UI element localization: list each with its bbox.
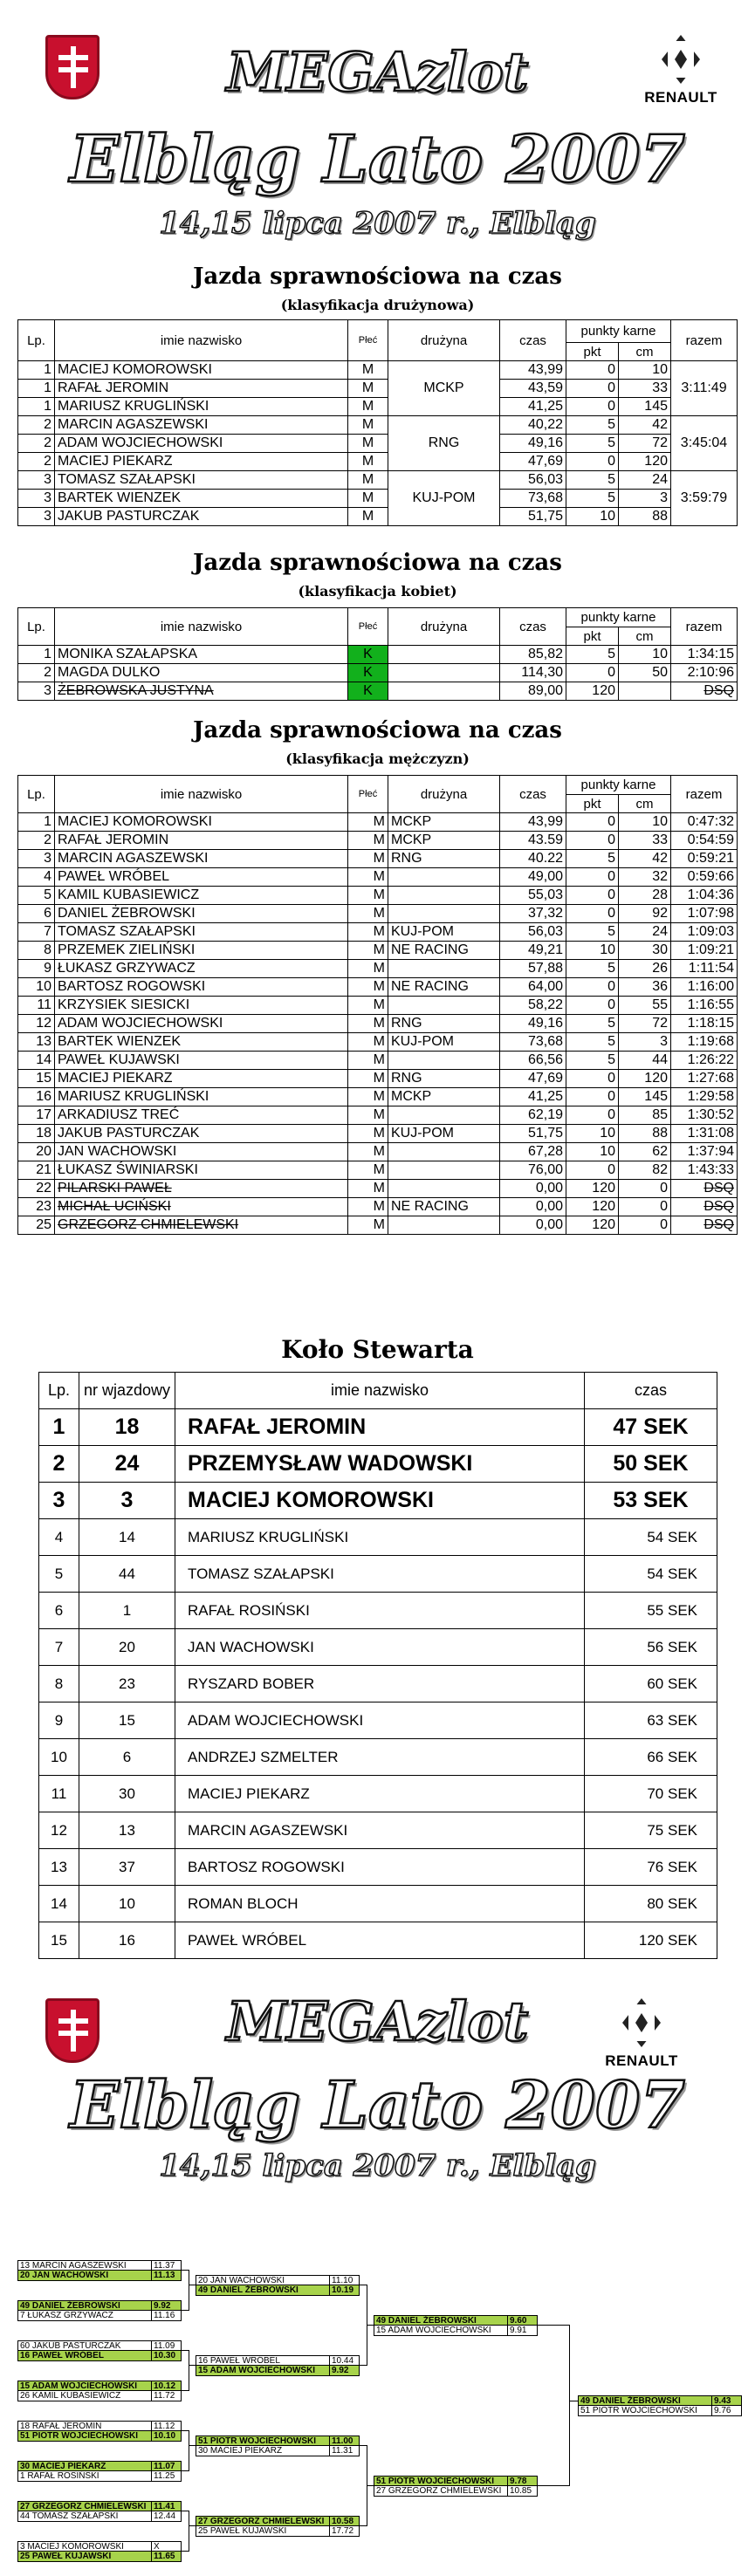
table-row: 9 ŁUKASZ GRZYWACZ M 57,88 5 26 1:11:54 <box>18 960 738 978</box>
men-title: Jazda sprawnościowa na czas <box>193 717 562 743</box>
bracket-line <box>189 2365 196 2366</box>
bracket-line <box>538 2485 569 2486</box>
bracket-entry: 26 KAMIL KUBASIEWICZ 11.72 <box>18 2391 181 2401</box>
bracket-entry: 3 MACIEJ KOMOROWSKI X <box>18 2542 181 2552</box>
bracket-entry: 20 JAN WACHOWSKI 11.13 <box>18 2271 181 2280</box>
table-row: 2 MARCIN AGASZEWSKI M RNG 40,22 5 42 3:45:04 <box>18 416 738 435</box>
bracket-entry: 27 GRZEGORZ CHMIELEWSKI 10.85 <box>374 2486 537 2496</box>
table-row: 9 15 ADAM WOJCIECHOWSKI 63 SEK <box>39 1702 717 1739</box>
table-row: 14 10 ROMAN BLOCH 80 SEK <box>39 1886 717 1922</box>
bracket-match <box>17 2461 182 2482</box>
women-table: Lp. imie nazwisko Płeć drużyna czas punkty karne razem pkt cm 1 MONIKA SZAŁAPSKA K 85,82 5 10 1:34:15 2 MAGDA DULKO K 114,30 0 50 2:10:96 3 ŻEBROWSKA JUSTYNA K 89,00 120 DSQ <box>17 607 738 701</box>
table-row: 10 BARTOSZ ROGOWSKI M NE RACING 64,00 0 36 1:16:00 <box>18 978 738 997</box>
table-row: 15 16 PAWEŁ WRÓBEL 120 SEK <box>39 1922 717 1959</box>
bracket-match <box>17 2421 182 2442</box>
bracket-entry: 49 DANIEL ŻEBROWSKI 10.19 <box>196 2285 359 2295</box>
bracket-match <box>17 2260 182 2281</box>
bracket-line <box>182 2310 189 2311</box>
stewart-table: Lp. nr wjazdowy imie nazwisko czas 1 18 RAFAŁ JEROMIN 47 SEK 2 24 PRZEMYSŁAW WADOWSKI 50 SEK 3 3 MACIEJ KOMOROWSKI 53 SEK 4 14 MARIUSZ KRUGLIŃSKI 54 SEK 5 44 TOMASZ SZAŁAPSKI 54 SEK 6 1 RAFAŁ ROSIŃSKI 55 SEK 7 20 JAN WACHOWSKI 56 SEK 8 23 RYSZARD BOBER 60 SEK 9 15 ADAM WOJCIECHOWSKI 63 SEK 10 6 ANDRZEJ SZMELTER 66 SEK 11 30 MACIEJ PIEKARZ 70 SEK 12 13 MARCIN AGASZEWSKI 75 SEK 13 37 BARTOSZ ROGOWSKI 76 SEK 14 10 ROMAN BLOCH 80 SEK 15 16 PAWEŁ WRÓBEL 120 SEK <box>38 1372 717 1959</box>
table-row: 13 37 BARTOSZ ROGOWSKI 76 SEK <box>39 1849 717 1886</box>
header-bottom <box>0 1955 755 2182</box>
table-row: 8 PRZEMEK ZIELIŃSKI M NE RACING 49,21 10 30 1:09:21 <box>18 942 738 960</box>
table-row: 11 KRZYSIEK SIESICKI M 58,22 0 55 1:16:55 <box>18 997 738 1015</box>
table-row: 3 JAKUB PASTURCZAK M 51,75 10 88 <box>18 508 738 526</box>
table-row: 10 6 ANDRZEJ SZMELTER 66 SEK <box>39 1739 717 1776</box>
renault-diamond-icon <box>622 1998 661 2047</box>
men-table: Lp. imie nazwisko Płeć drużyna czas punkty karne razem pkt cm 1 MACIEJ KOMOROWSKI M MCKP 43,99 0 10 0:47:32 2 RAFAŁ JEROMIN M MCKP 43.59 0 33 0:54:59 3 MARCIN AGASZEWSKI M RNG 40.22 5 42 0:59:21 4 PAWEŁ WRÓBEL M 49,00 0 32 0:59:66 5 KAMIL KUBASIEWICZ M 55,03 0 28 1:04:36 6 DANIEL ŻEBROWSKI M 37,32 0 92 1:07:98 7 TOMASZ SZAŁAPSKI M KUJ-POM 56,03 5 24 1:09:03 8 PRZEMEK ZIELIŃSKI M NE RACING 49,21 10 30 1:09:21 9 ŁUKASZ GRZYWACZ M 57,88 5 26 1:11:54 10 BARTOSZ ROGOWSKI M NE RACING 64,00 0 36 1:16:00 11 KRZYSIEK SIESICKI M 58,22 0 55 1:16:55 12 ADAM WOJCIECHOWSKI M RNG 49,16 5 72 1:18:15 13 BARTEK WIENZEK M KUJ-POM 73,68 5 3 1:19:68 14 PAWEŁ KUJAWSKI M 66,56 5 44 1:26:22 15 MACIEJ PIEKARZ M RNG 47,69 0 120 1:27:68 16 MARIUSZ KRUGLIŃSKI M MCKP 41,25 0 145 1:29:58 17 ARKADIUSZ TREĆ M 62,19 0 85 1:30:52 18 JAKUB PASTURCZAK M KUJ-POM 51,75 10 88 1:31:08 20 JAN WACHOWSKI M 67,28 10 62 1:37:94 21 ŁUKASZ ŚWINIARSKI M 76,00 0 82 1:43:33 22 PILARSKI PAWEŁ M 0,00 120 0 DSQ 23 MICHAŁ UCIŃSKI M NE RACING 0,00 120 0 DSQ 25 GRZEGORZ CHMIELEWSKI M 0,00 120 0 DSQ <box>17 775 738 1235</box>
table-row: 12 13 MARCIN AGASZEWSKI 75 SEK <box>39 1812 717 1849</box>
table-row: 17 ARKADIUSZ TREĆ M 62,19 0 85 1:30:52 <box>18 1106 738 1125</box>
bracket-match <box>17 2340 182 2361</box>
table-row: 11 30 MACIEJ PIEKARZ 70 SEK <box>39 1776 717 1812</box>
bracket-entry: 30 MACIEJ PIEKARZ 11.07 <box>18 2462 181 2471</box>
event-title: MEGAzlot <box>226 1990 529 2053</box>
bracket-line <box>360 2525 367 2526</box>
table-row: 4 PAWEŁ WRÓBEL M 49,00 0 32 0:59:66 <box>18 868 738 887</box>
table-row: 21 ŁUKASZ ŚWINIARSKI M 76,00 0 82 1:43:33 <box>18 1161 738 1180</box>
bracket-entry: 15 ADAM WOJCIECHOWSKI 10.12 <box>18 2381 181 2391</box>
bracket-line <box>360 2365 367 2366</box>
team-subtitle: (klasyfikacja drużynowa) <box>280 297 475 313</box>
bracket-entry: 49 DANIEL ŻEBROWSKI 9.92 <box>18 2301 181 2311</box>
table-row: 6 DANIEL ŻEBROWSKI M 37,32 0 92 1:07:98 <box>18 905 738 923</box>
bracket-entry: 44 TOMASZ SZAŁAPSKI 12.44 <box>18 2511 181 2521</box>
table-row: 16 MARIUSZ KRUGLIŃSKI M MCKP 41,25 0 145 1:29:58 <box>18 1088 738 1106</box>
bracket-entry: 60 JAKUB PASTURCZAK 11.09 <box>18 2341 181 2351</box>
event-title: MEGAzlot <box>226 40 529 104</box>
bracket-entry: 27 GRZEGORZ CHMIELEWSKI 10.58 <box>196 2517 359 2526</box>
bracket-match <box>17 2381 182 2401</box>
bracket-match <box>196 2355 360 2376</box>
stewart-title: Koło Stewarta <box>281 1335 474 1364</box>
table-row: 5 KAMIL KUBASIEWICZ M 55,03 0 28 1:04:36 <box>18 887 738 905</box>
table-row: 1 MARIUSZ KRUGLIŃSKI M 41,25 0 145 <box>18 398 738 416</box>
team-total: 3:59:79 <box>671 471 738 526</box>
table-row: 3 BARTEK WIENZEK M 73,68 5 3 <box>18 490 738 508</box>
bracket-match <box>17 2300 182 2321</box>
bracket-match <box>374 2476 538 2497</box>
bracket-line <box>367 2325 374 2326</box>
bracket-line <box>569 2325 570 2486</box>
event-date: 14,15 lipca 2007 r., Elbląg <box>159 2148 596 2183</box>
bracket-line <box>182 2350 189 2351</box>
bracket-entry: 15 ADAM WOJCIECHOWSKI 9.91 <box>374 2326 537 2335</box>
bracket-entry: 7 ŁUKASZ GRZYWACZ 11.16 <box>18 2311 181 2320</box>
bracket-line <box>189 2525 196 2526</box>
bracket-line <box>182 2551 189 2552</box>
table-row: 13 BARTEK WIENZEK M KUJ-POM 73,68 5 3 1:19:68 <box>18 1033 738 1052</box>
table-row: 25 GRZEGORZ CHMIELEWSKI M 0,00 120 0 DSQ <box>18 1216 738 1235</box>
table-row: 7 TOMASZ SZAŁAPSKI M KUJ-POM 56,03 5 24 1:09:03 <box>18 923 738 942</box>
event-date: 14,15 lipca 2007 r., Elbląg <box>159 206 596 241</box>
bracket-line <box>360 2445 367 2446</box>
table-row: 2 RAFAŁ JEROMIN M MCKP 43.59 0 33 0:54:59 <box>18 832 738 850</box>
table-row: 20 JAN WACHOWSKI M 67,28 10 62 1:37:94 <box>18 1143 738 1161</box>
table-row: 1 MONIKA SZAŁAPSKA K 85,82 5 10 1:34:15 <box>18 646 738 664</box>
team-name: MCKP <box>388 361 500 416</box>
table-row: 8 23 RYSZARD BOBER 60 SEK <box>39 1666 717 1702</box>
men-subtitle: (klasyfikacja mężczyzn) <box>285 750 470 767</box>
bracket-line <box>538 2325 569 2326</box>
bracket-line <box>367 2485 374 2486</box>
table-row: 14 PAWEŁ KUJAWSKI M 66,56 5 44 1:26:22 <box>18 1052 738 1070</box>
table-row: 1 18 RAFAŁ JEROMIN 47 SEK <box>39 1409 717 1446</box>
bracket-entry: 1 RAFAŁ ROSIŃSKI 11.25 <box>18 2471 181 2481</box>
bracket-line <box>182 2470 189 2471</box>
bracket-entry: 16 PAWEŁ WRÓBEL 10.44 <box>196 2356 359 2366</box>
bracket-line <box>182 2390 189 2391</box>
table-row: 2 MACIEJ PIEKARZ M 47,69 0 120 <box>18 453 738 471</box>
table-row: 3 3 MACIEJ KOMOROWSKI 53 SEK <box>39 1483 717 1519</box>
table-row: 2 ADAM WOJCIECHOWSKI M 49,16 5 72 <box>18 435 738 453</box>
table-row: 7 20 JAN WACHOWSKI 56 SEK <box>39 1629 717 1666</box>
table-row: 22 PILARSKI PAWEŁ M 0,00 120 0 DSQ <box>18 1180 738 1198</box>
event-subtitle: Elbląg Lato 2007 <box>69 122 686 197</box>
table-row: 1 RAFAŁ JEROMIN M 43,59 0 33 <box>18 380 738 398</box>
team-title: Jazda sprawnościowa na czas <box>193 264 562 290</box>
table-row: 4 14 MARIUSZ KRUGLIŃSKI 54 SEK <box>39 1519 717 1556</box>
bracket-match <box>578 2395 742 2416</box>
table-row: 6 1 RAFAŁ ROSIŃSKI 55 SEK <box>39 1593 717 1629</box>
table-row: 1 MACIEJ KOMOROWSKI M MCKP 43,99 0 10 0:47:32 <box>18 813 738 832</box>
table-row: 3 ŻEBROWSKA JUSTYNA K 89,00 120 DSQ <box>18 682 738 701</box>
team-table: Lp. imie nazwisko Płeć drużyna czas punkty karne razem pkt cm 1 MACIEJ KOMOROWSKI M MCKP 43,99 0 10 3:11:49 1 RAFAŁ JEROMIN M 43,59 0 33 1 MARIUSZ KRUGLIŃSKI M 41,25 0 145 2 MARCIN AGASZEWSKI M RNG 40,22 5 42 3:45:04 2 ADAM WOJCIECHOWSKI M 49,16 5 72 2 MACIEJ PIEKARZ M 47,69 0 120 3 TOMASZ SZAŁAPSKI M KUJ-POM 56,03 5 24 3:59:79 3 BARTEK WIENZEK M 73,68 5 3 3 JAKUB PASTURCZAK M 51,75 10 88 <box>17 319 738 526</box>
bracket-entry: 51 PIOTR WOJCIECHOWSKI 11.00 <box>196 2436 359 2446</box>
bracket-entry: 49 DANIEL ŻEBROWSKI 9.60 <box>374 2316 537 2326</box>
women-subtitle: (klasyfikacja kobiet) <box>298 583 457 599</box>
women-title: Jazda sprawnościowa na czas <box>193 550 562 576</box>
bracket-entry: 25 PAWEŁ KUJAWSKI 17.72 <box>196 2526 359 2536</box>
table-row: 18 JAKUB PASTURCZAK M KUJ-POM 51,75 10 88 1:31:08 <box>18 1125 738 1143</box>
table-row: 3 MARCIN AGASZEWSKI M RNG 40.22 5 42 0:59:21 <box>18 850 738 868</box>
bracket-entry: 16 PAWEŁ WRÓBEL 10.30 <box>18 2351 181 2360</box>
renault-logo: RENAULT <box>602 1998 681 2075</box>
bracket-entry: 49 DANIEL ŻEBROWSKI 9.43 <box>579 2396 741 2406</box>
bracket-match <box>196 2516 360 2537</box>
team-total: 3:45:04 <box>671 416 738 471</box>
team-name: RNG <box>388 416 500 471</box>
bracket-match <box>17 2501 182 2522</box>
table-row: 5 44 TOMASZ SZAŁAPSKI 54 SEK <box>39 1556 717 1593</box>
bracket-match <box>374 2315 538 2336</box>
bracket-entry: 30 MACIEJ PIEKARZ 11.31 <box>196 2446 359 2456</box>
team-total: 3:11:49 <box>671 361 738 416</box>
bracket-entry: 25 PAWEŁ KUJAWSKI 11.65 <box>18 2552 181 2561</box>
bracket-match <box>196 2275 360 2296</box>
table-row: 2 MAGDA DULKO K 114,30 0 50 2:10:96 <box>18 664 738 682</box>
event-subtitle: Elbląg Lato 2007 <box>69 2068 686 2143</box>
bracket-entry: 20 JAN WACHOWSKI 11.10 <box>196 2276 359 2285</box>
table-row: 3 TOMASZ SZAŁAPSKI M KUJ-POM 56,03 5 24 3:59:79 <box>18 471 738 490</box>
bracket-entry: 51 PIOTR WOJCIECHOWSKI 9.78 <box>374 2477 537 2486</box>
bracket-entry: 27 GRZEGORZ CHMIELEWSKI 11.41 <box>18 2502 181 2511</box>
table-row: 15 MACIEJ PIEKARZ M RNG 47,69 0 120 1:27:68 <box>18 1070 738 1088</box>
bracket-entry: 18 RAFAŁ JEROMIN 11.12 <box>18 2422 181 2431</box>
bracket-entry: 51 PIOTR WOJCIECHOWSKI 9.76 <box>579 2406 741 2415</box>
bracket-entry: 51 PIOTR WOJCIECHOWSKI 10.10 <box>18 2431 181 2441</box>
table-row: 2 24 PRZEMYSŁAW WADOWSKI 50 SEK <box>39 1446 717 1483</box>
bracket-line <box>189 2445 196 2446</box>
table-row: 23 MICHAŁ UCIŃSKI M NE RACING 0,00 120 0 DSQ <box>18 1198 738 1216</box>
bracket-line <box>182 2430 189 2431</box>
bracket-entry: 15 ADAM WOJCIECHOWSKI 9.92 <box>196 2366 359 2375</box>
renault-diamond-icon <box>662 35 700 84</box>
header-top <box>0 0 755 241</box>
table-row: 12 ADAM WOJCIECHOWSKI M RNG 49,16 5 72 1:18:15 <box>18 1015 738 1033</box>
bracket-match <box>196 2436 360 2456</box>
table-row: 1 MACIEJ KOMOROWSKI M MCKP 43,99 0 10 3:11:49 <box>18 361 738 380</box>
renault-logo: RENAULT <box>642 35 720 112</box>
bracket-match <box>17 2541 182 2562</box>
bracket-line <box>182 2270 189 2271</box>
bracket-entry: 13 MARCIN AGASZEWSKI 11.37 <box>18 2261 181 2271</box>
team-name: KUJ-POM <box>388 471 500 526</box>
